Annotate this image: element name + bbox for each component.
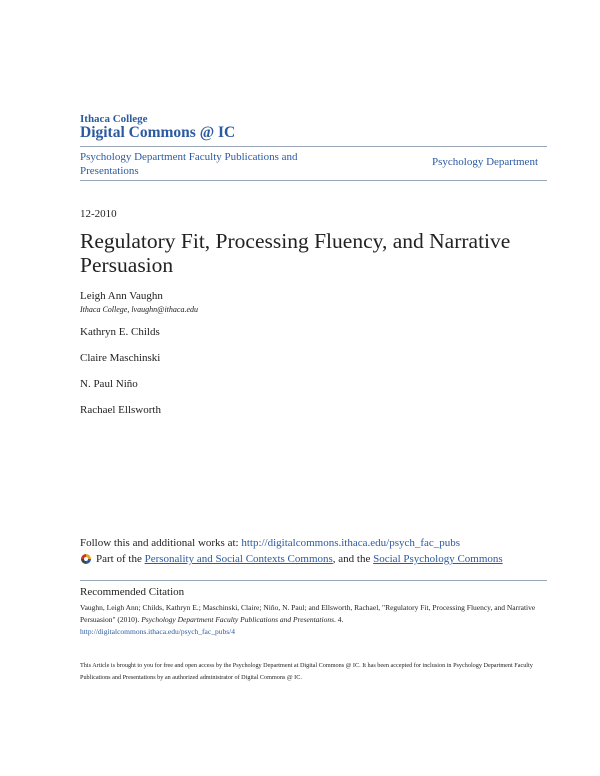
citation-number: . 4. [334, 615, 344, 624]
author-name: Kathryn E. Childs [80, 326, 160, 338]
citation-text: Vaughn, Leigh Ann; Childs, Kathryn E.; Maschinski, Claire; Niño, N. Paul; and Ellsworth, Rachael, "Regulatory Fit, Processing Fluency, and Narrative Persuasion" (2010). [80, 603, 536, 624]
citation-series: Psychology Department Faculty Publications and Presentations [141, 615, 334, 624]
repository-link[interactable]: Digital Commons @ IC [80, 124, 236, 141]
citation-block [80, 602, 550, 638]
header-divider-bottom [80, 180, 547, 181]
citation-url-link[interactable]: http://digitalcommons.ithaca.edu/psych_fac_pubs/4 [80, 627, 235, 636]
author-affiliation: Ithaca College, lvaughn@ithaca.edu [80, 305, 198, 314]
part-of-line [80, 553, 503, 565]
author-name: Claire Maschinski [80, 352, 161, 364]
publication-date: 12-2010 [80, 208, 117, 220]
author-name: Rachael Ellsworth [80, 404, 161, 416]
department-link[interactable]: Psychology Department [431, 156, 538, 168]
header-divider-top [80, 146, 547, 147]
author-name: Leigh Ann Vaughn [80, 290, 163, 302]
paper-title: Regulatory Fit, Processing Fluency, and Narrative Persuasion [80, 229, 511, 277]
access-notice: This Article is brought to you for free and open access by the Psychology Department at Digital Commons @ IC. It has been accepted for inclusion in Psychology Department Faculty Publications and Presentations by an authorized administrator of Digital Commons @ IC. [80, 662, 533, 681]
institution-link[interactable]: Ithaca College [80, 113, 148, 125]
series-link[interactable]: Psychology Department Faculty Publications and Presentations [80, 151, 298, 177]
collection-url-link[interactable]: http://digitalcommons.ithaca.edu/psych_fac_pubs [241, 537, 461, 549]
social-psychology-commons-link[interactable]: Social Psychology Commons [373, 553, 503, 565]
recommended-citation-heading: Recommended Citation [80, 586, 185, 598]
citation-divider [80, 580, 547, 581]
follow-line [80, 537, 460, 549]
follow-label: Follow this and additional works at: [80, 537, 242, 549]
personality-commons-link[interactable]: Personality and Social Contexts Commons [144, 553, 333, 565]
author-name: N. Paul Niño [80, 378, 138, 390]
network-logo-icon [80, 553, 92, 565]
part-of-label: Part of the [96, 553, 142, 565]
and-the-label: , and the [332, 553, 371, 565]
